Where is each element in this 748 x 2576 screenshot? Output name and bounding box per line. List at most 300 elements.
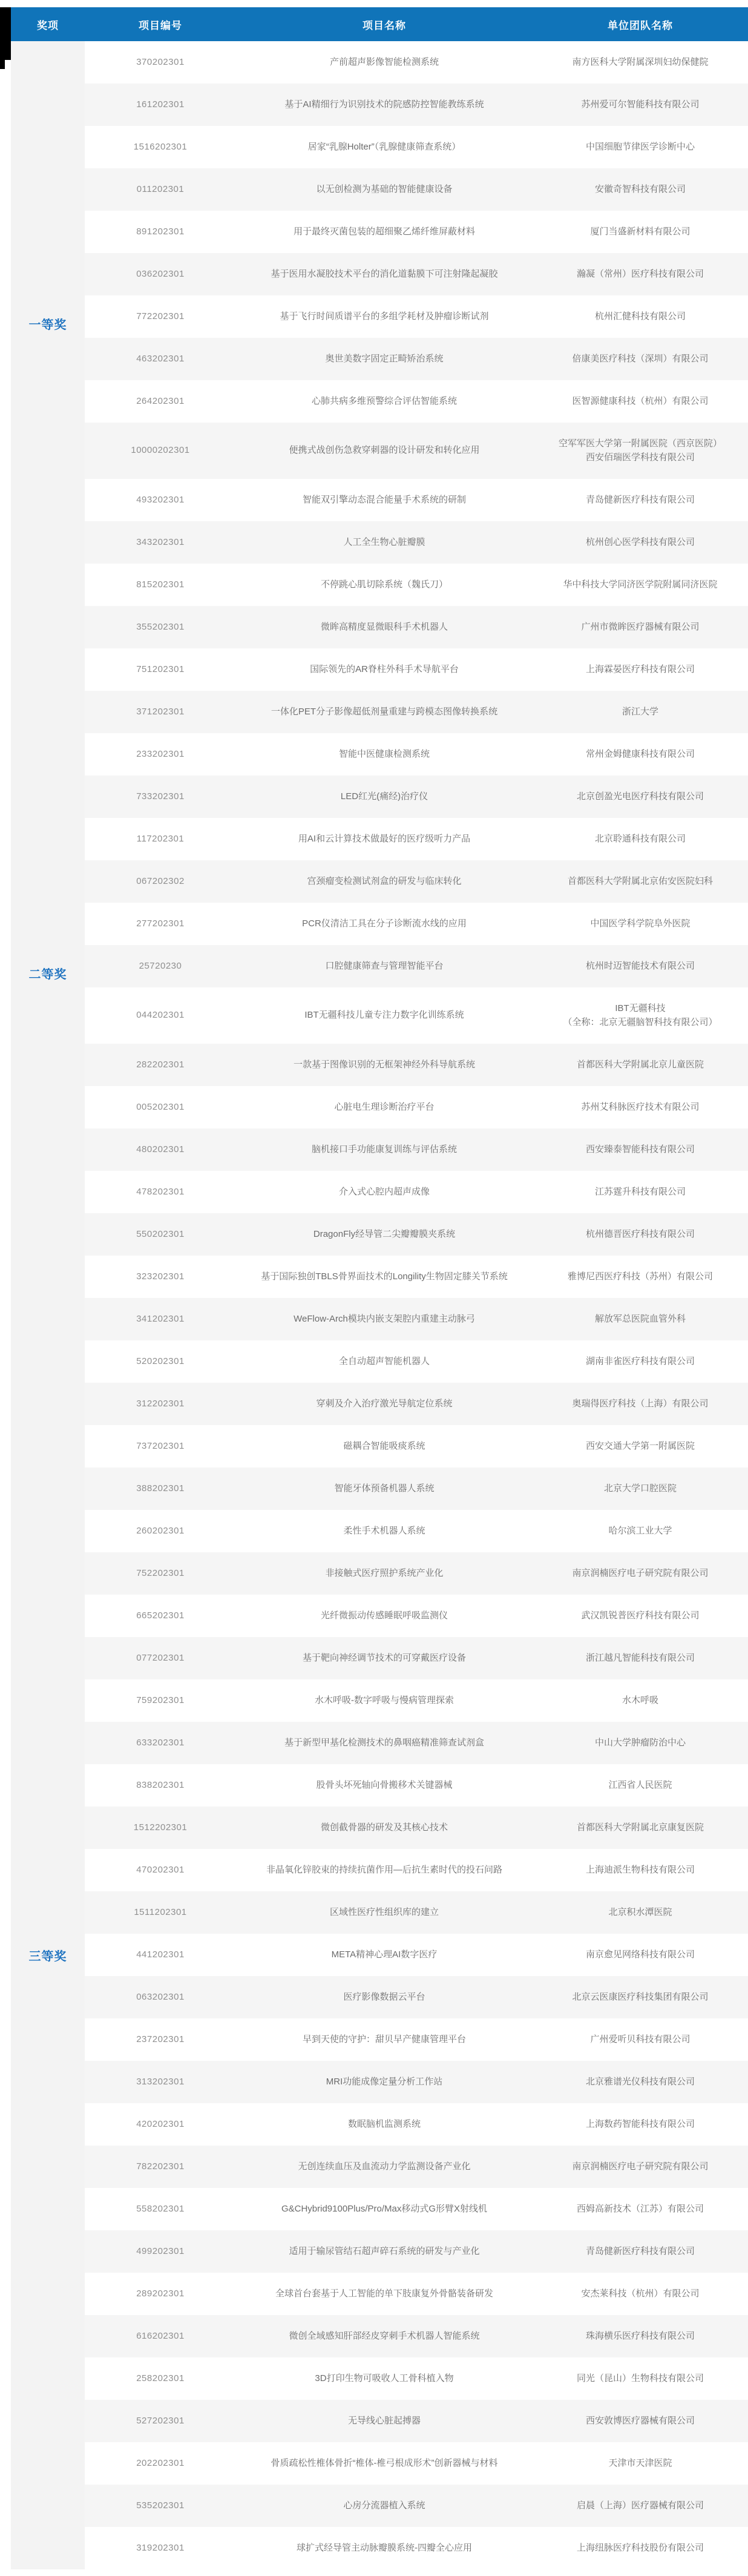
project-number-cell: 044202301 <box>136 1010 185 1021</box>
project-name-cell: 磁耦合智能吸痰系统 <box>343 1440 425 1451</box>
project-number-cell: 161202301 <box>136 99 185 110</box>
org-name-cell <box>533 479 748 521</box>
project-name-cell: 股骨头坏死轴向骨搬移术关键器械 <box>316 1779 453 1790</box>
section-rows <box>85 606 748 1340</box>
project-number-cell: 520202301 <box>136 1356 185 1366</box>
org-name-line: 杭州德晋医疗科技有限公司 <box>585 1228 695 1239</box>
table-row <box>85 2442 748 2485</box>
table-row <box>85 2485 748 2527</box>
project-number-cell: 370202301 <box>136 56 185 67</box>
table-row <box>85 380 748 423</box>
org-name-cell <box>533 1425 748 1468</box>
table-row <box>85 1298 748 1340</box>
table-row <box>85 423 748 479</box>
org-name-line: 首都医科大学附属北京儿童医院 <box>576 1059 704 1070</box>
project-name-cell: META精神心理AI数字医疗 <box>331 1949 438 1960</box>
project-number-cell: 341202301 <box>136 1313 185 1324</box>
table-row <box>85 2146 748 2188</box>
org-name-line: 中山大学肿瘤防治中心 <box>594 1737 686 1748</box>
org-name-line: 杭州时迈智能技术有限公司 <box>585 960 695 971</box>
org-name-cell <box>533 860 748 903</box>
org-name-cell <box>533 1298 748 1340</box>
project-name-cell: 非接触式医疗照护系统产业化 <box>325 1567 444 1578</box>
org-name-line: 南京愈见网络科技有限公司 <box>585 1949 695 1960</box>
table-row <box>85 2273 748 2315</box>
table-row <box>85 1256 748 1298</box>
org-name-cell <box>533 295 748 338</box>
project-name-cell: 3D打印生物可吸收人工骨科植入物 <box>315 2373 454 2383</box>
project-name-cell: 基于靶向神经调节技术的可穿戴医疗设备 <box>302 1652 466 1663</box>
project-name-cell: 以无创检测为基础的智能健康设备 <box>316 183 453 194</box>
award-results-table <box>11 7 748 2569</box>
org-name-cell <box>533 1086 748 1128</box>
org-name-cell <box>533 1764 748 1807</box>
table-row <box>85 1128 748 1171</box>
section-rows <box>85 41 748 606</box>
org-name-cell <box>533 564 748 606</box>
project-name-cell: 介入式心腔内超声成像 <box>338 1186 430 1197</box>
org-name-line: 江西省人民医院 <box>608 1779 672 1790</box>
org-name-line: 西安佰瑞医学科技有限公司 <box>585 452 695 463</box>
org-name-line: （全称：北京无疆脑智科技有限公司） <box>563 1016 718 1027</box>
project-name-cell: LED红光(痛经)治疗仪 <box>340 791 428 802</box>
award-section <box>11 1340 748 2569</box>
table-row <box>85 211 748 253</box>
org-name-line: 广州爱听贝科技有限公司 <box>590 2034 691 2044</box>
org-name-cell <box>533 168 748 211</box>
project-name-cell: 一体化PET分子影像超低剂量重建与跨模态图像转换系统 <box>271 706 498 717</box>
table-row <box>85 691 748 733</box>
org-name-cell <box>533 1383 748 1425</box>
org-name-cell <box>533 2230 748 2273</box>
project-name-cell: 微眸高精度显微眼科手术机器人 <box>320 621 448 632</box>
org-name-cell <box>533 2527 748 2569</box>
project-name-cell: 口腔健康筛查与管理智能平台 <box>325 960 444 971</box>
project-number-cell: 535202301 <box>136 2500 185 2511</box>
table-row <box>85 1722 748 1764</box>
org-name-cell <box>533 1976 748 2018</box>
org-name-line: 北京云医康医疗科技集团有限公司 <box>572 1991 709 2002</box>
org-name-line: 水木呼吸 <box>622 1695 658 1705</box>
org-name-line: 上海纽脉医疗科技股份有限公司 <box>576 2542 704 2553</box>
project-name-cell: 奥世美数字固定正畸矫治系统 <box>325 353 444 364</box>
page-corner-bar <box>0 7 11 69</box>
org-name-line: 西安敦博医疗器械有限公司 <box>585 2415 695 2426</box>
project-number-cell: 441202301 <box>136 1949 185 1960</box>
project-number-cell: 1511202301 <box>134 1906 187 1917</box>
org-name-cell <box>533 1128 748 1171</box>
project-name-cell: 球扩式经导管主动脉瓣膜系统-四瓣全心应用 <box>297 2542 472 2553</box>
table-row <box>85 338 748 380</box>
org-name-cell <box>533 818 748 860</box>
project-number-cell: 759202301 <box>136 1695 185 1705</box>
org-name-cell <box>533 1510 748 1552</box>
project-number-cell: 355202301 <box>136 621 185 632</box>
project-name-cell: DragonFly经导管二尖瓣瓣膜夹系统 <box>313 1228 456 1239</box>
org-name-line: 厦门当盛新材料有限公司 <box>590 226 691 237</box>
org-name-line: 苏州爱可尔智能科技有限公司 <box>581 99 700 110</box>
org-name-cell <box>533 2357 748 2400</box>
org-name-line: 首都医科大学附属北京佑安医院妇科 <box>567 875 713 886</box>
project-number-cell: 077202301 <box>136 1652 185 1663</box>
table-row <box>85 1595 748 1637</box>
org-name-line: 杭州创心医学科技有限公司 <box>585 536 695 547</box>
project-number-cell: 202202301 <box>136 2457 185 2468</box>
org-name-line: 杭州汇健科技有限公司 <box>594 311 686 321</box>
org-name-line: 北京积水潭医院 <box>608 1906 672 1917</box>
project-number-cell: 838202301 <box>136 1779 185 1790</box>
org-name-line: 天津市天津医院 <box>608 2457 672 2468</box>
org-name-line: 医智源健康科技（杭州）有限公司 <box>572 395 709 406</box>
org-name-cell <box>533 41 748 84</box>
header-cell-project-name: 项目名称 <box>363 19 406 31</box>
org-name-cell <box>533 1679 748 1722</box>
project-name-cell: WeFlow-Arch模块内嵌支架腔内重建主动脉弓 <box>294 1313 475 1324</box>
org-name-cell <box>533 126 748 168</box>
org-name-cell <box>533 1722 748 1764</box>
project-number-cell: 289202301 <box>136 2288 185 2299</box>
project-number-cell: 036202301 <box>136 268 185 279</box>
org-name-line: 西安臻泰智能科技有限公司 <box>585 1144 695 1155</box>
project-name-cell: 基于飞行时间质谱平台的多组学耗材及肿瘤诊断试剂 <box>280 311 489 321</box>
table-row <box>85 1425 748 1468</box>
project-name-cell: 水木呼吸-数字呼吸与慢病管理探索 <box>315 1695 454 1705</box>
section-rows <box>85 1340 748 2569</box>
org-name-cell <box>533 733 748 776</box>
project-number-cell: 10000202301 <box>131 445 190 456</box>
project-number-cell: 258202301 <box>136 2373 185 2383</box>
project-number-cell: 470202301 <box>136 1864 185 1875</box>
org-name-line: 南京润楠医疗电子研究院有限公司 <box>572 1567 709 1578</box>
project-number-cell: 063202301 <box>136 1991 185 2002</box>
project-number-cell: 264202301 <box>136 395 185 406</box>
table-row <box>85 1807 748 1849</box>
project-name-cell: PCR仪清洁工具在分子诊断流水线的应用 <box>302 918 467 929</box>
table-row <box>85 776 748 818</box>
org-name-cell <box>533 2442 748 2485</box>
org-name-cell <box>533 2018 748 2061</box>
project-name-cell: 智能牙体预备机器人系统 <box>334 1483 435 1494</box>
project-number-cell: 260202301 <box>136 1525 185 1536</box>
org-name-cell <box>533 2273 748 2315</box>
table-row <box>85 1510 748 1552</box>
org-name-cell <box>533 2061 748 2103</box>
project-number-cell: 237202301 <box>136 2034 185 2044</box>
org-name-cell <box>533 691 748 733</box>
org-name-cell <box>533 1637 748 1679</box>
project-number-cell: 558202301 <box>136 2203 185 2214</box>
table-row <box>85 1891 748 1934</box>
project-number-cell: 815202301 <box>136 579 185 590</box>
org-name-line: 苏州艾科脉医疗技术有限公司 <box>581 1101 700 1112</box>
org-name-cell <box>533 776 748 818</box>
project-name-cell: 智能中医健康检测系统 <box>338 748 430 759</box>
project-name-cell: 全自动超声智能机器人 <box>338 1356 430 1366</box>
page-corner-notch <box>5 60 11 69</box>
table-row <box>85 1637 748 1679</box>
table-row <box>85 606 748 648</box>
table-row <box>85 564 748 606</box>
table-row <box>85 479 748 521</box>
org-name-cell <box>533 253 748 295</box>
table-row <box>85 648 748 691</box>
org-name-line: 上海迪派生物科技有限公司 <box>585 1864 695 1875</box>
project-name-cell: 国际领先的AR脊柱外科手术导航平台 <box>310 664 459 674</box>
project-number-cell: 1516202301 <box>133 141 188 152</box>
project-name-cell: 医疗影像数据云平台 <box>343 1991 425 2002</box>
org-name-line: 青岛健新医疗科技有限公司 <box>585 2245 695 2256</box>
org-name-cell <box>533 2188 748 2230</box>
org-name-line: 解放军总医院血管外科 <box>594 1313 686 1324</box>
table-row <box>85 2103 748 2146</box>
table-row <box>85 1976 748 2018</box>
org-name-line: 北京雅谱光仪科技有限公司 <box>585 2076 695 2087</box>
table-row <box>85 1171 748 1213</box>
project-name-cell: 产前超声影像智能检测系统 <box>329 56 439 67</box>
org-name-line: 同光（昆山）生物科技有限公司 <box>576 2373 704 2383</box>
project-number-cell: 737202301 <box>136 1440 185 1451</box>
org-name-line: 上海霖晏医疗科技有限公司 <box>585 664 695 674</box>
table-row <box>85 860 748 903</box>
org-name-line: 中国细胞节律医学诊断中心 <box>585 141 695 152</box>
project-name-cell: 区域性医疗性组织库的建立 <box>329 1906 439 1917</box>
org-name-cell <box>533 2315 748 2357</box>
project-name-cell: 一款基于图像识别的无框架神经外科导航系统 <box>293 1059 475 1070</box>
table-row <box>85 1044 748 1086</box>
project-name-cell: MRI功能成像定量分析工作站 <box>326 2076 443 2087</box>
project-number-cell: 527202301 <box>136 2415 185 2426</box>
table-header <box>11 7 748 41</box>
org-name-line: 浙江大学 <box>622 706 658 717</box>
project-number-cell: 067202302 <box>136 875 185 886</box>
org-name-line: 常州金姆健康科技有限公司 <box>585 748 695 759</box>
project-number-cell: 751202301 <box>136 664 185 674</box>
table-row <box>85 2357 748 2400</box>
project-number-cell: 420202301 <box>136 2118 185 2129</box>
project-name-cell: 基于新型甲基化检测技术的鼻咽癌精准筛查试剂盒 <box>284 1737 484 1748</box>
org-name-cell <box>533 1044 748 1086</box>
table-row <box>85 1383 748 1425</box>
project-number-cell: 011202301 <box>136 183 185 194</box>
project-name-cell: 无导线心脏起搏器 <box>347 2415 421 2426</box>
project-number-cell: 313202301 <box>136 2076 185 2087</box>
project-name-cell: IBT无疆科技儿童专注力数字化训练系统 <box>304 1010 464 1021</box>
org-name-line: 安徽奇智科技有限公司 <box>594 183 686 194</box>
table-row <box>85 1086 748 1128</box>
org-name-line: 奥瑞得医疗科技（上海）有限公司 <box>572 1398 709 1409</box>
project-number-cell: 233202301 <box>136 748 185 759</box>
project-name-cell: 全球首台套基于人工智能的单下肢康复外骨骼装备研发 <box>275 2288 493 2299</box>
award-section <box>11 606 748 1340</box>
org-name-line: 青岛健新医疗科技有限公司 <box>585 494 695 505</box>
org-name-cell <box>533 1468 748 1510</box>
project-number-cell: 733202301 <box>136 791 185 802</box>
project-number-cell: 388202301 <box>136 1483 185 1494</box>
org-name-cell <box>533 1595 748 1637</box>
table-row <box>85 2061 748 2103</box>
project-name-cell: 智能双引擎动态混合能量手术系统的研制 <box>302 494 466 505</box>
project-name-cell: 心脏电生理诊断治疗平台 <box>334 1101 435 1112</box>
org-name-cell <box>533 1849 748 1891</box>
award-label: 一等奖 <box>11 41 85 606</box>
project-number-cell: 463202301 <box>136 353 185 364</box>
award-section <box>11 41 748 606</box>
org-name-line: 北京大学口腔医院 <box>603 1483 677 1494</box>
table-row <box>85 1764 748 1807</box>
org-name-line: 南方医科大学附属深圳妇幼保健院 <box>572 56 709 67</box>
org-name-cell <box>533 521 748 564</box>
table-row <box>85 2230 748 2273</box>
project-name-cell: 骨质疏松性椎体骨折“椎体-椎弓根成形术”创新器械与材料 <box>271 2457 498 2468</box>
header-cell-number: 项目编号 <box>139 19 182 31</box>
org-name-cell <box>533 1891 748 1934</box>
org-name-line: 西安交通大学第一附属医院 <box>585 1440 695 1451</box>
project-number-cell: 499202301 <box>136 2245 185 2256</box>
project-number-cell: 371202301 <box>136 706 185 717</box>
org-name-cell <box>533 423 748 479</box>
org-name-cell <box>533 1256 748 1298</box>
project-name-cell: 适用于输尿管结石超声碎石系统的研发与产业化 <box>289 2245 480 2256</box>
table-row <box>85 818 748 860</box>
project-number-cell: 782202301 <box>136 2161 185 2172</box>
header-cell-award: 奖项 <box>37 19 59 31</box>
project-name-cell: 心肺共病多维预警综合评估智能系统 <box>311 395 457 406</box>
project-name-cell: 用AI和云计算技术做最好的医疗级听力产品 <box>298 833 471 844</box>
project-name-cell: 非晶氧化锌胶束的持续抗菌作用—后抗生素时代的投石问路 <box>266 1864 502 1875</box>
project-name-cell: 柔性手术机器人系统 <box>343 1525 425 1536</box>
org-name-cell <box>533 2146 748 2188</box>
org-name-line: 浙江越凡智能科技有限公司 <box>585 1652 695 1663</box>
table-row <box>85 2018 748 2061</box>
org-name-line: 西姆高新技术（江苏）有限公司 <box>576 2203 704 2214</box>
org-name-line: 湖南非雀医疗科技有限公司 <box>585 1356 695 1366</box>
project-number-cell: 005202301 <box>136 1101 185 1112</box>
table-body <box>11 41 748 2569</box>
org-name-cell <box>533 903 748 945</box>
project-number-cell: 493202301 <box>136 494 185 505</box>
project-number-cell: 1512202301 <box>133 1822 188 1833</box>
project-name-cell: 用于最终灭菌包装的超细聚乙烯纤维屏蔽材料 <box>293 226 475 237</box>
org-name-line: 雅博尼西医疗科技（苏州）有限公司 <box>567 1271 713 1282</box>
project-number-cell: 665202301 <box>136 1610 185 1621</box>
org-name-cell <box>533 945 748 987</box>
table-row <box>85 1849 748 1891</box>
project-number-cell: 478202301 <box>136 1186 185 1197</box>
project-name-cell: 心房分流器植入系统 <box>343 2500 425 2511</box>
project-name-cell: 人工全生物心脏瓣膜 <box>343 536 425 547</box>
org-name-line: 武汉凯锐普医疗科技有限公司 <box>581 1610 700 1621</box>
table-row <box>85 521 748 564</box>
org-name-cell <box>533 1934 748 1976</box>
org-name-cell <box>533 2485 748 2527</box>
project-number-cell: 550202301 <box>136 1228 185 1239</box>
table-row <box>85 295 748 338</box>
project-number-cell: 323202301 <box>136 1271 185 1282</box>
project-number-cell: 752202301 <box>136 1567 185 1578</box>
org-name-cell <box>533 84 748 126</box>
project-name-cell: 无创连续血压及血流动力学监测设备产业化 <box>298 2161 471 2172</box>
org-name-cell <box>533 2103 748 2146</box>
table-row <box>85 1213 748 1256</box>
org-name-cell <box>533 1340 748 1383</box>
project-number-cell: 891202301 <box>136 226 185 237</box>
award-label: 三等奖 <box>11 1340 85 2569</box>
project-name-cell: 便携式战创伤急救穿刺器的设计研发和转化应用 <box>289 445 480 456</box>
project-name-cell: 基于医用水凝胶技术平台的消化道黏膜下可注射隆起凝胶 <box>271 268 498 279</box>
project-number-cell: 117202301 <box>136 833 185 844</box>
table-row <box>85 903 748 945</box>
org-name-cell <box>533 1213 748 1256</box>
org-name-cell <box>533 338 748 380</box>
org-name-cell <box>533 606 748 648</box>
org-name-line: 上海数药智能科技有限公司 <box>585 2118 695 2129</box>
table-row <box>85 1468 748 1510</box>
org-name-cell <box>533 380 748 423</box>
project-name-cell: 宫颈瘤变检测试剂盒的研发与临床转化 <box>307 875 462 886</box>
org-name-cell <box>533 648 748 691</box>
org-name-line: 瀚凝（常州）医疗科技有限公司 <box>576 268 704 279</box>
project-name-cell: G&CHybrid9100Plus/Pro/Max移动式G形臂X射线机 <box>281 2203 488 2214</box>
project-name-cell: 基于国际独创TBLS骨界面技术的Longility生物固定膝关节系统 <box>261 1271 508 1282</box>
project-name-cell: 基于AI精细行为识别技术的院感防控智能教练系统 <box>284 99 484 110</box>
table-row <box>85 1679 748 1722</box>
project-name-cell: 早到天使的守护：甜贝早产健康管理平台 <box>302 2034 466 2044</box>
org-name-line: 首都医科大学附属北京康复医院 <box>576 1822 704 1833</box>
project-number-cell: 319202301 <box>136 2542 185 2553</box>
project-name-cell: 穿刺及介入治疗激光导航定位系统 <box>316 1398 453 1409</box>
table-row <box>85 41 748 84</box>
project-number-cell: 616202301 <box>136 2330 185 2341</box>
project-number-cell: 480202301 <box>136 1144 185 1155</box>
project-number-cell: 343202301 <box>136 536 185 547</box>
project-number-cell: 772202301 <box>136 311 185 321</box>
org-name-line: 启晨（上海）医疗器械有限公司 <box>576 2500 704 2511</box>
org-name-line: IBT无疆科技 <box>615 1003 666 1013</box>
org-name-cell <box>533 1807 748 1849</box>
project-name-cell: 不停跳心肌切除系统（魏氏刀） <box>320 579 448 590</box>
org-name-line: 华中科技大学同济医学院附属同济医院 <box>563 579 718 590</box>
project-name-cell: 微创截骨器的研发及其核心技术 <box>320 1822 448 1833</box>
org-name-cell <box>533 1171 748 1213</box>
org-name-line: 广州市微眸医疗器械有限公司 <box>581 621 700 632</box>
table-row <box>85 987 748 1044</box>
table-row <box>85 168 748 211</box>
project-number-cell: 25720230 <box>139 960 182 971</box>
table-row <box>85 2400 748 2442</box>
table-row <box>85 84 748 126</box>
table-row <box>85 2315 748 2357</box>
table-row <box>85 253 748 295</box>
header-cell-org-name: 单位团队名称 <box>608 19 673 31</box>
table-row <box>85 126 748 168</box>
org-name-line: 北京创盈光电医疗科技有限公司 <box>576 791 704 802</box>
table-row <box>85 945 748 987</box>
project-name-cell: 光纤微振动传感睡眠呼吸监测仪 <box>320 1610 448 1621</box>
table-row <box>85 1934 748 1976</box>
project-name-cell: 数眠脑机监测系统 <box>347 2118 421 2129</box>
project-number-cell: 282202301 <box>136 1059 185 1070</box>
project-number-cell: 277202301 <box>136 918 185 929</box>
award-label: 二等奖 <box>11 606 85 1340</box>
org-name-cell <box>533 211 748 253</box>
org-name-cell <box>533 987 748 1044</box>
project-number-cell: 312202301 <box>136 1398 185 1409</box>
org-name-line: 珠海横乐医疗科技有限公司 <box>585 2330 695 2341</box>
org-name-cell <box>533 2400 748 2442</box>
table-row <box>85 733 748 776</box>
org-name-line: 安杰莱科技（杭州）有限公司 <box>581 2288 700 2299</box>
org-name-line: 哈尔滨工业大学 <box>608 1525 672 1536</box>
